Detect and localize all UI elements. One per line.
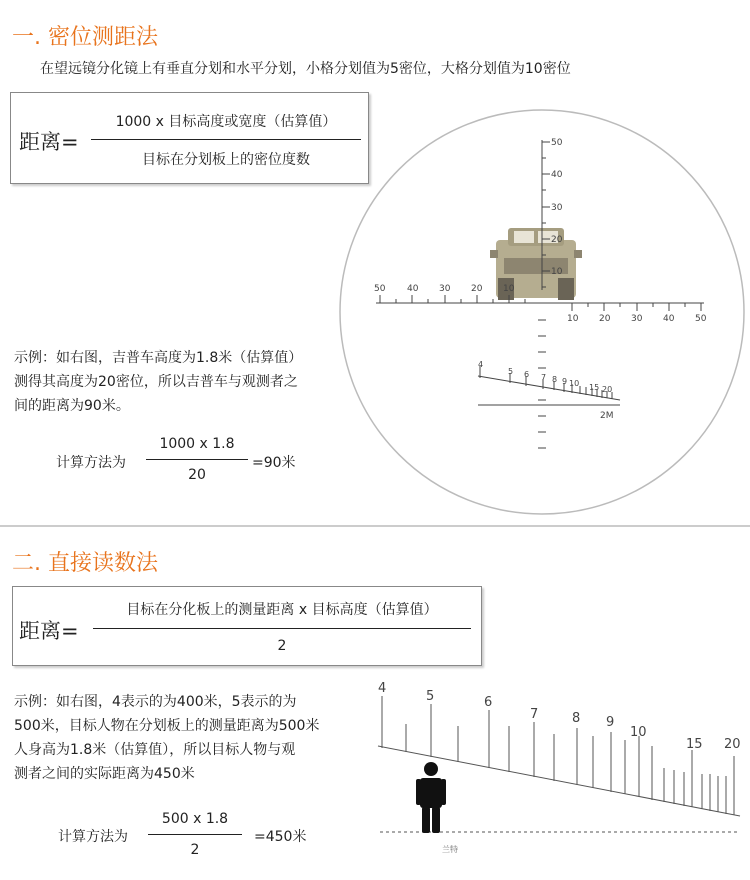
hlabel-right-10: 10: [567, 314, 579, 324]
scale-label-15: 15: [686, 737, 703, 752]
range-label-9: 9: [562, 377, 568, 386]
range-label-6: 6: [524, 370, 530, 379]
scale-label-9: 9: [606, 715, 615, 730]
range-label-10: 10: [569, 379, 580, 388]
vlabel-10: 10: [551, 267, 563, 277]
section1-calc-numerator: 1000 x 1.8: [159, 436, 235, 452]
reticle-diagram: [338, 100, 748, 520]
hlabel-left-50: 50: [374, 284, 386, 294]
formula-fraction-line: [91, 139, 361, 140]
range-unit: 2M: [600, 411, 614, 421]
hlabel-right-40: 40: [663, 314, 675, 324]
person-icon: [416, 762, 446, 833]
example-line: 人身高为1.8米（估算值），所以目标人物与观: [14, 742, 296, 758]
section-divider: [0, 525, 750, 527]
section1-calc-denominator: 20: [188, 467, 206, 483]
hlabel-right-50: 50: [695, 314, 707, 324]
hlabel-right-20: 20: [599, 314, 611, 324]
vlabel-40: 40: [551, 170, 563, 180]
example-line: 500米，目标人物在分划板上的测量距离为500米: [14, 718, 320, 734]
formula-denominator: 2: [277, 638, 287, 654]
range-label-7: 7: [541, 373, 547, 382]
vlabel-20: 20: [551, 235, 563, 245]
range-label-8: 8: [552, 375, 558, 384]
scale-label-8: 8: [572, 711, 581, 726]
scale-label-7: 7: [530, 707, 539, 722]
scale-label-5: 5: [426, 689, 435, 704]
example-line: 示例：如右图，4表示的为400米，5表示的为: [14, 694, 297, 710]
section1-title: 一. 密位测距法: [12, 25, 158, 50]
section2-example: [14, 690, 319, 786]
section2-formula-box: [12, 586, 482, 666]
section1-calc-line: [146, 459, 248, 460]
range-label-15: 15: [589, 383, 600, 392]
example-line: 示例：如右图，吉普车高度为1.8米（估算值）: [14, 350, 303, 366]
section1-calc-result: =90米: [252, 455, 296, 471]
formula-fraction-line: [93, 628, 471, 629]
hlabel-left-10: 10: [503, 284, 515, 294]
formula-denominator: 目标在分划板上的密位度数: [142, 152, 310, 168]
section1-calc-prefix: 计算方法为: [56, 455, 126, 471]
example-line: 测者之间的实际距离为450米: [14, 766, 195, 782]
section2-calc-denominator: 2: [190, 842, 200, 858]
scale-bottom-label: 兰特: [442, 845, 458, 854]
example-line: 间的距离为90米。: [14, 398, 130, 414]
hlabel-left-30: 30: [439, 284, 451, 294]
section2-calc-line: [148, 834, 242, 835]
range-label-4: 4: [478, 360, 484, 369]
formula-numerator: 1000 x 目标高度或宽度（估算值）: [115, 114, 337, 130]
hlabel-left-40: 40: [407, 284, 419, 294]
section2-calc-result: =450米: [254, 829, 307, 845]
range-label-5: 5: [508, 367, 514, 376]
formula-label: 距离=: [19, 130, 79, 154]
vlabel-50: 50: [551, 138, 563, 148]
scale-label-4: 4: [378, 681, 387, 696]
example-line: 测得其高度为20密位，所以吉普车与观测者之: [14, 374, 298, 390]
scale-label-10: 10: [630, 725, 647, 740]
hlabel-left-20: 20: [471, 284, 483, 294]
section2-title: 二. 直接读数法: [12, 551, 158, 576]
hlabel-right-30: 30: [631, 314, 643, 324]
vlabel-30: 30: [551, 203, 563, 213]
section2-calc-numerator: 500 x 1.8: [161, 811, 229, 827]
range-label-20: 20: [602, 385, 613, 394]
formula-label: 距离=: [19, 619, 79, 643]
section1-formula-box: [10, 92, 369, 184]
scale-label-20: 20: [724, 737, 741, 752]
section1-subtitle: 在望远镜分化镜上有垂直分划和水平分划，小格分划值为5密位，大格分划值为10密位: [40, 61, 571, 77]
section1-example: [14, 346, 302, 418]
direct-reading-scale: [374, 676, 748, 872]
scale-label-6: 6: [484, 695, 493, 710]
section2-calc-prefix: 计算方法为: [58, 829, 128, 845]
formula-numerator: 目标在分化板上的测量距离 x 目标高度（估算值）: [126, 602, 438, 618]
